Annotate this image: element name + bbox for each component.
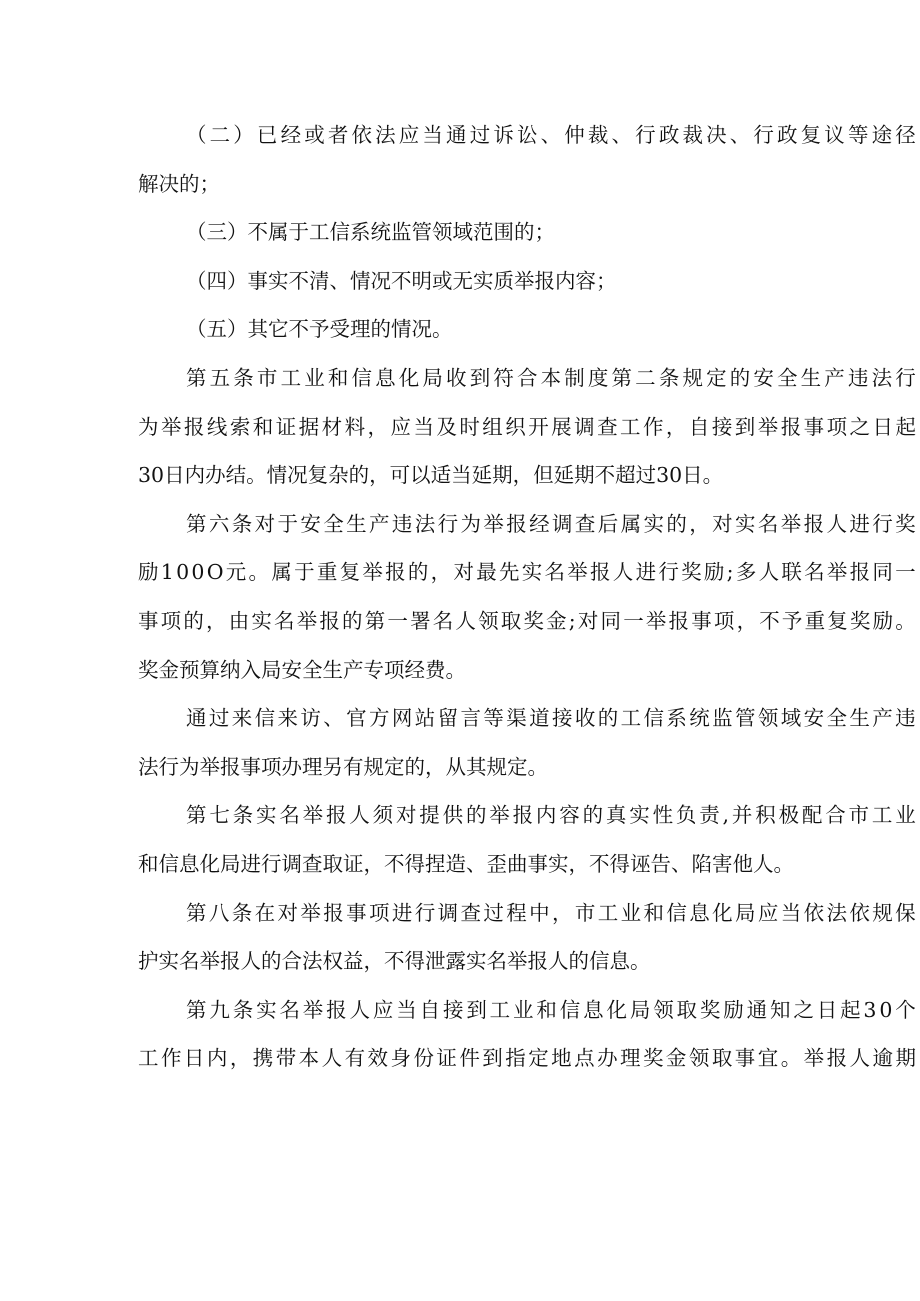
text-line: 工 作 日 内 ， 携 带 本 人 有 效 身 份 证 件 到 指 定 地 点 办 理 奖 金 领 取 事 宜 。 举 报 人 逾 期 (138, 1046, 916, 1071)
text-line: 护实名举报人的合法权益，不得泄露实名举报人的信息。 (138, 949, 651, 974)
text-line: 和信息化局进行调查取证，不得捏造、歪曲事实，不得诬告、陷害他人。 (138, 851, 794, 876)
text-line: 第 八 条 在 对 举 报 事 项 进 行 调 查 过 程 中 ， 市 工 业 和 信 息 化 局 应 当 依 法 依 规 保 (186, 900, 916, 925)
text-line: 解决的； (138, 171, 220, 196)
text-line: 第 五 条 市 工 业 和 信 息 化 局 收 到 符 合 本 制 度 第 二 条 规 定 的 安 全 生 产 违 法 行 (186, 365, 916, 390)
text-line: （四）事实不清、情况不明或无实质举报内容； (186, 268, 617, 293)
text-line: 法行为举报事项办理另有规定的，从其规定。 (138, 754, 548, 779)
text-line: 励 1 0 0 O 元 。 属 于 重 复 举 报 的 ， 对 最 先 实 名 举 报 人 进 行 奖 励 ; 多 人 联 名 举 报 同 一 (138, 560, 916, 585)
text-line: 第 六 条 对 于 安 全 生 产 违 法 行 为 举 报 经 调 查 后 属 实 的 ， 对 实 名 举 报 人 进 行 奖 (186, 511, 916, 536)
text-line: 事 项 的 ， 由 实 名 举 报 的 第 一 署 名 人 领 取 奖 金 ; 对 同 一 举 报 事 项 ， 不 予 重 复 奖 励 。 (138, 608, 916, 633)
text-line: 第 七 条 实 名 举 报 人 须 对 提 供 的 举 报 内 容 的 真 实 性 负 责 , 并 积 极 配 合 市 工 业 (186, 803, 916, 828)
text-line: 第 九 条 实 名 举 报 人 应 当 自 接 到 工 业 和 信 息 化 局 领 取 奖 励 通 知 之 日 起 3 0 个 (186, 997, 916, 1022)
text-line: （ 二 ） 已 经 或 者 依 法 应 当 通 过 诉 讼 、 仲 裁 、 行 政 裁 决 、 行 政 复 议 等 途 径 (186, 123, 916, 147)
text-line: （三）不属于工信系统监管领域范围的； (186, 220, 555, 245)
text-line: 奖金预算纳入局安全生产专项经费。 (138, 657, 466, 682)
text-line: 为 举 报 线 索 和 证 据 材 料 ， 应 当 及 时 组 织 开 展 调 查 工 作 ， 自 接 到 举 报 事 项 之 日 起 (138, 414, 916, 439)
text-line: 通 过 来 信 来 访 、 官 方 网 站 留 言 等 渠 道 接 收 的 工 信 系 统 监 管 领 域 安 全 生 产 违 (186, 706, 916, 731)
document-body (138, 111, 916, 1083)
text-line: 30日内办结。情况复杂的，可以适当延期，但延期不超过30日。 (138, 463, 724, 488)
text-line: （五）其它不予受理的情况。 (186, 317, 453, 342)
